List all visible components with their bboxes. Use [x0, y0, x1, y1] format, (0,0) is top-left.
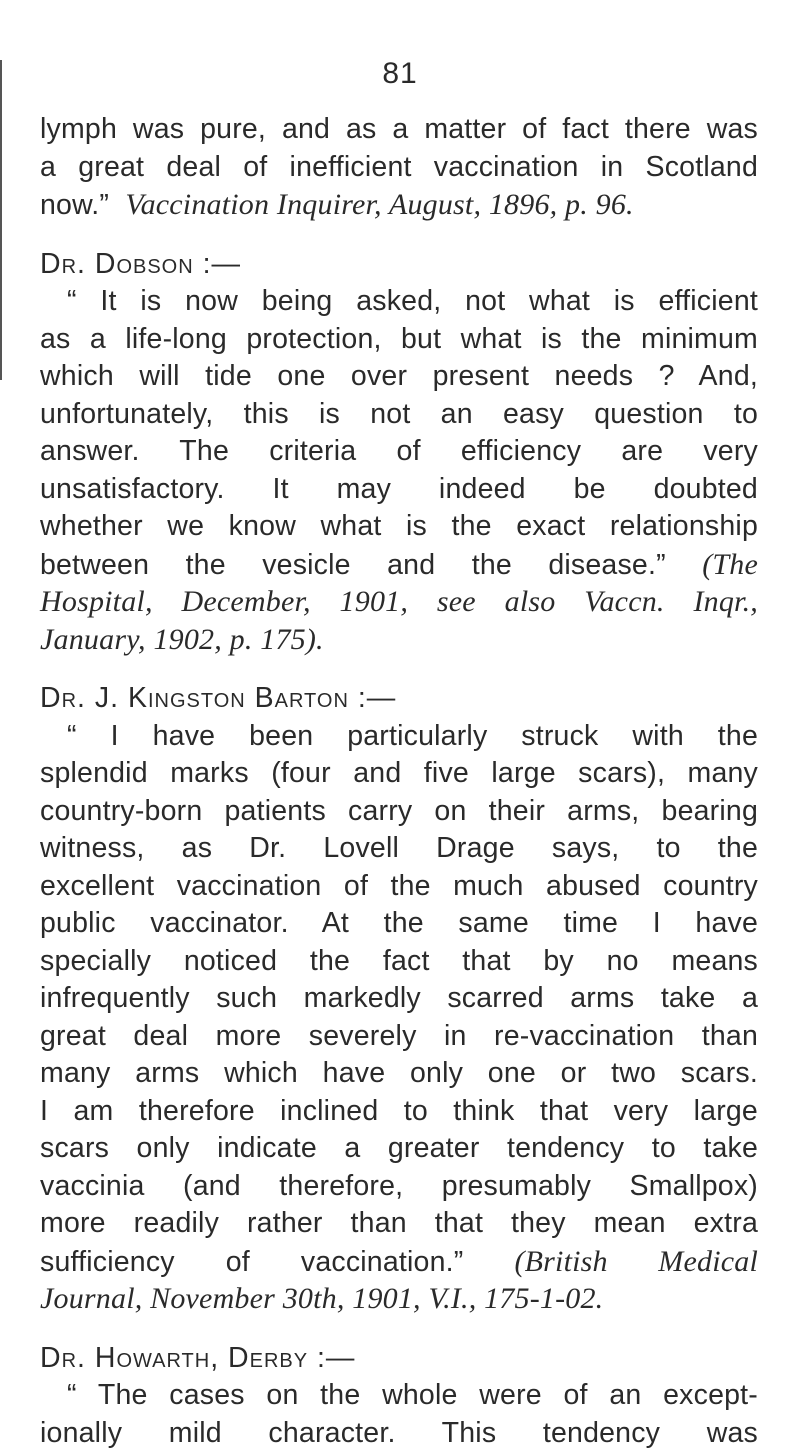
- text-line: splendid marks (four and five large scars), many: [40, 755, 758, 793]
- text-line: unfortunately, this is not an easy question to: [40, 396, 758, 434]
- text-line: a great deal of inefficient vaccination in Scotland: [40, 149, 758, 187]
- text-line: which will tide one over present needs ? And,: [40, 358, 758, 396]
- text-line: specially noticed the fact that by no means: [40, 943, 758, 981]
- text-line: great deal more severely in re-vaccination than: [40, 1018, 758, 1056]
- citation: Hospital, December, 1901, see also Vaccn. Inqr.,: [40, 583, 758, 621]
- text-line: public vaccinator. At the same time I have: [40, 905, 758, 943]
- text-line: lymph was pure, and as a matter of fact there was: [40, 111, 758, 149]
- citation: Vaccination Inquirer, August, 1896, p. 96.: [125, 188, 633, 221]
- text-line: many arms which have only one or two scars.: [40, 1055, 758, 1093]
- text-line: ionally mild character. This tendency was: [40, 1415, 758, 1452]
- text-line: [40, 1243, 758, 1281]
- text-line: more readily rather than that they mean extra: [40, 1205, 758, 1243]
- body-text: [40, 111, 758, 1452]
- citation: Journal, November 30th, 1901, V.I., 175-1-02.: [40, 1280, 758, 1318]
- text-line: witness, as Dr. Lovell Drage says, to the: [40, 830, 758, 868]
- quote-end: sufficiency of vaccination.”: [40, 1246, 463, 1278]
- text-line: “ The cases on the whole were of an except-: [40, 1377, 758, 1415]
- quote-end: now.”: [40, 189, 109, 221]
- text-line: [40, 546, 758, 584]
- quote-end: between the vesicle and the disease.”: [40, 549, 666, 581]
- text-line: “ It is now being asked, not what is efficient: [40, 283, 758, 321]
- paragraph-gap: [40, 1318, 758, 1340]
- text-line: whether we know what is the exact relationship: [40, 508, 758, 546]
- citation: (The: [702, 548, 758, 581]
- page-edge-line: [0, 60, 2, 380]
- text-line: I am therefore inclined to think that very large: [40, 1093, 758, 1131]
- page-number: 81: [0, 56, 800, 92]
- text-line: unsatisfactory. It may indeed be doubted: [40, 471, 758, 509]
- text-line: country-born patients carry on their arms, bearing: [40, 793, 758, 831]
- speaker-heading: Dr. Dobson :—: [40, 246, 758, 284]
- text-line: infrequently such markedly scarred arms take a: [40, 980, 758, 1018]
- text-line: vaccinia (and therefore, presumably Smallpox): [40, 1168, 758, 1206]
- text-line: “ I have been particularly struck with the: [40, 718, 758, 756]
- text-line: [40, 186, 758, 224]
- text-line: excellent vaccination of the much abused country: [40, 868, 758, 906]
- citation: (British Medical: [514, 1245, 758, 1278]
- paragraph-gap: [40, 658, 758, 680]
- citation: January, 1902, p. 175).: [40, 621, 758, 659]
- speaker-heading: Dr. Howarth, Derby :—: [40, 1340, 758, 1378]
- speaker-heading: Dr. J. Kingston Barton :—: [40, 680, 758, 718]
- text-line: scars only indicate a greater tendency to take: [40, 1130, 758, 1168]
- text-line: as a life-long protection, but what is the minimum: [40, 321, 758, 359]
- paragraph-gap: [40, 224, 758, 246]
- text-line: answer. The criteria of efficiency are very: [40, 433, 758, 471]
